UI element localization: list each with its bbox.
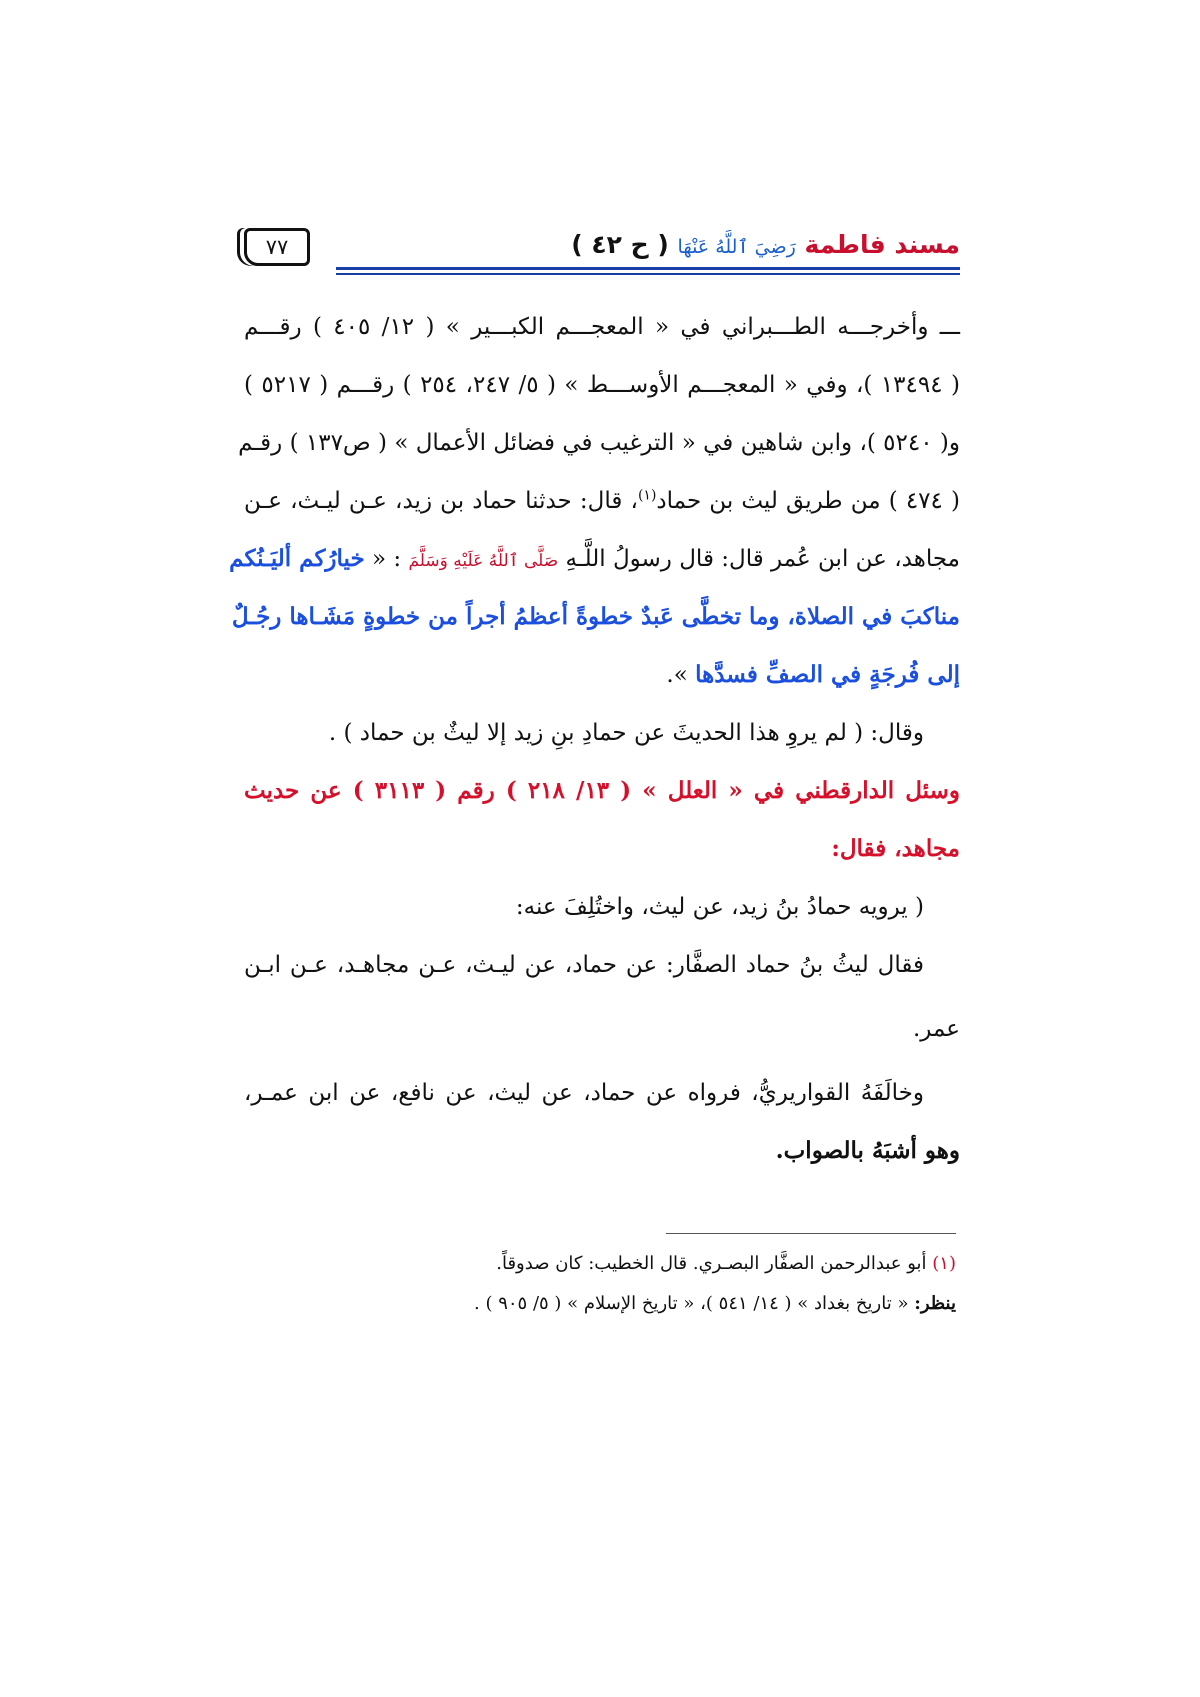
footnote-separator: [666, 1233, 956, 1234]
salutation: صَلَّى ٱللَّهُ عَلَيْهِ وَسَلَّمَ: [408, 551, 559, 571]
text-line: ( ١٣٤٩٤ )، وفي « المعجـــم الأوســـط » ( ٥/ ٢٤٧، ٢٥٤ ) رقـــم ( ٥٢١٧ ): [244, 372, 960, 398]
text-line: و( ٥٢٤٠ )، وابن شاهين في « الترغيب في فضائل الأعمال » ( ص١٣٧ ) رقـم: [238, 430, 960, 456]
hadith-text: مناكبَ في الصلاة، وما تخطَّى عَبدٌ خطوةً أعظمُ أجراً من خطوةٍ مَشَـاها رجُـلٌ: [231, 603, 960, 630]
text-line: [244, 484, 960, 518]
footnote: [240, 1250, 956, 1278]
text-run: : «: [372, 546, 402, 572]
hadith-text: خيارُكم أليَـنُكم: [229, 545, 365, 572]
header-rule: [336, 267, 960, 270]
page-header: [244, 224, 960, 270]
footnote-source: [240, 1290, 956, 1318]
heading-line: مجاهد، فقال:: [831, 835, 960, 862]
text-line: وقال: ( لم يروِ هذا الحديثَ عن حمادِ بنِ زيد إلا ليثٌ بن حماد ) .: [328, 720, 924, 746]
book-title: مسند فاطمة: [804, 230, 960, 259]
text-line: وخالَفَهُ القواريريُّ، فرواه عن حماد، عن ليث، عن نافع، عن ابن عمـر،: [244, 1080, 924, 1106]
text-line: فقال ليثُ بنُ حماد الصفَّار: عن حماد، عن ليـث، عـن مجاهـد، عـن ابـن: [244, 952, 924, 978]
text-line: ـــ وأخرجـــه الطـــبراني في « المعجـــم الكبـــير » ( ١٢/ ٤٠٥ ) رقـــم: [244, 314, 960, 340]
hadith-reference: ( ح ٤٢ ): [571, 230, 669, 259]
text-run: ، قال: حدثنا حماد بن زيد، عـن ليـث، عـن: [244, 488, 638, 514]
footnote-number: (١): [932, 1253, 956, 1274]
running-title: [571, 230, 960, 262]
text-line: [244, 658, 960, 692]
text-run: مجاهد، عن ابن عُمر قال: قال رسولُ اللَّـهِ: [565, 546, 960, 572]
text-run: ( ٤٧٤ ) من طريق ليث بن حماد: [656, 488, 960, 514]
text-line: ( يرويه حمادُ بنُ زيد، عن ليث، واختُلِفَ عنه:: [515, 894, 924, 920]
page-number: ٧٧: [244, 228, 310, 266]
text-line: [229, 542, 960, 578]
header-rule-thin: [336, 273, 960, 275]
footnote-label: ينظر:: [914, 1293, 956, 1314]
footnote-text: أبو عبدالرحمن الصفَّار البصـري. قال الخطيب: كان صدوقاً.: [496, 1253, 927, 1274]
footnote-marker: (١): [637, 487, 657, 504]
honorific: رَضِيَ ٱللَّهُ عَنْهَا: [677, 236, 796, 258]
heading-line: وسئل الدارقطني في « العلل » ( ١٣/ ٢١٨ ) رقم ( ٣١١٣ ) عن حديث: [244, 777, 960, 804]
text-line: وهو أشبَهُ بالصواب.: [775, 1137, 960, 1164]
hadith-text: إلى فُرجَةٍ في الصفِّ فسدَّها: [695, 661, 960, 688]
text-line: عمر.: [912, 1016, 960, 1042]
text-run: ».: [666, 662, 688, 688]
footnote-text: « تاريخ بغداد » ( ١٤/ ٥٤١ )، « تاريخ الإسلام » ( ٥/ ٩٠٥ ) .: [474, 1293, 909, 1314]
